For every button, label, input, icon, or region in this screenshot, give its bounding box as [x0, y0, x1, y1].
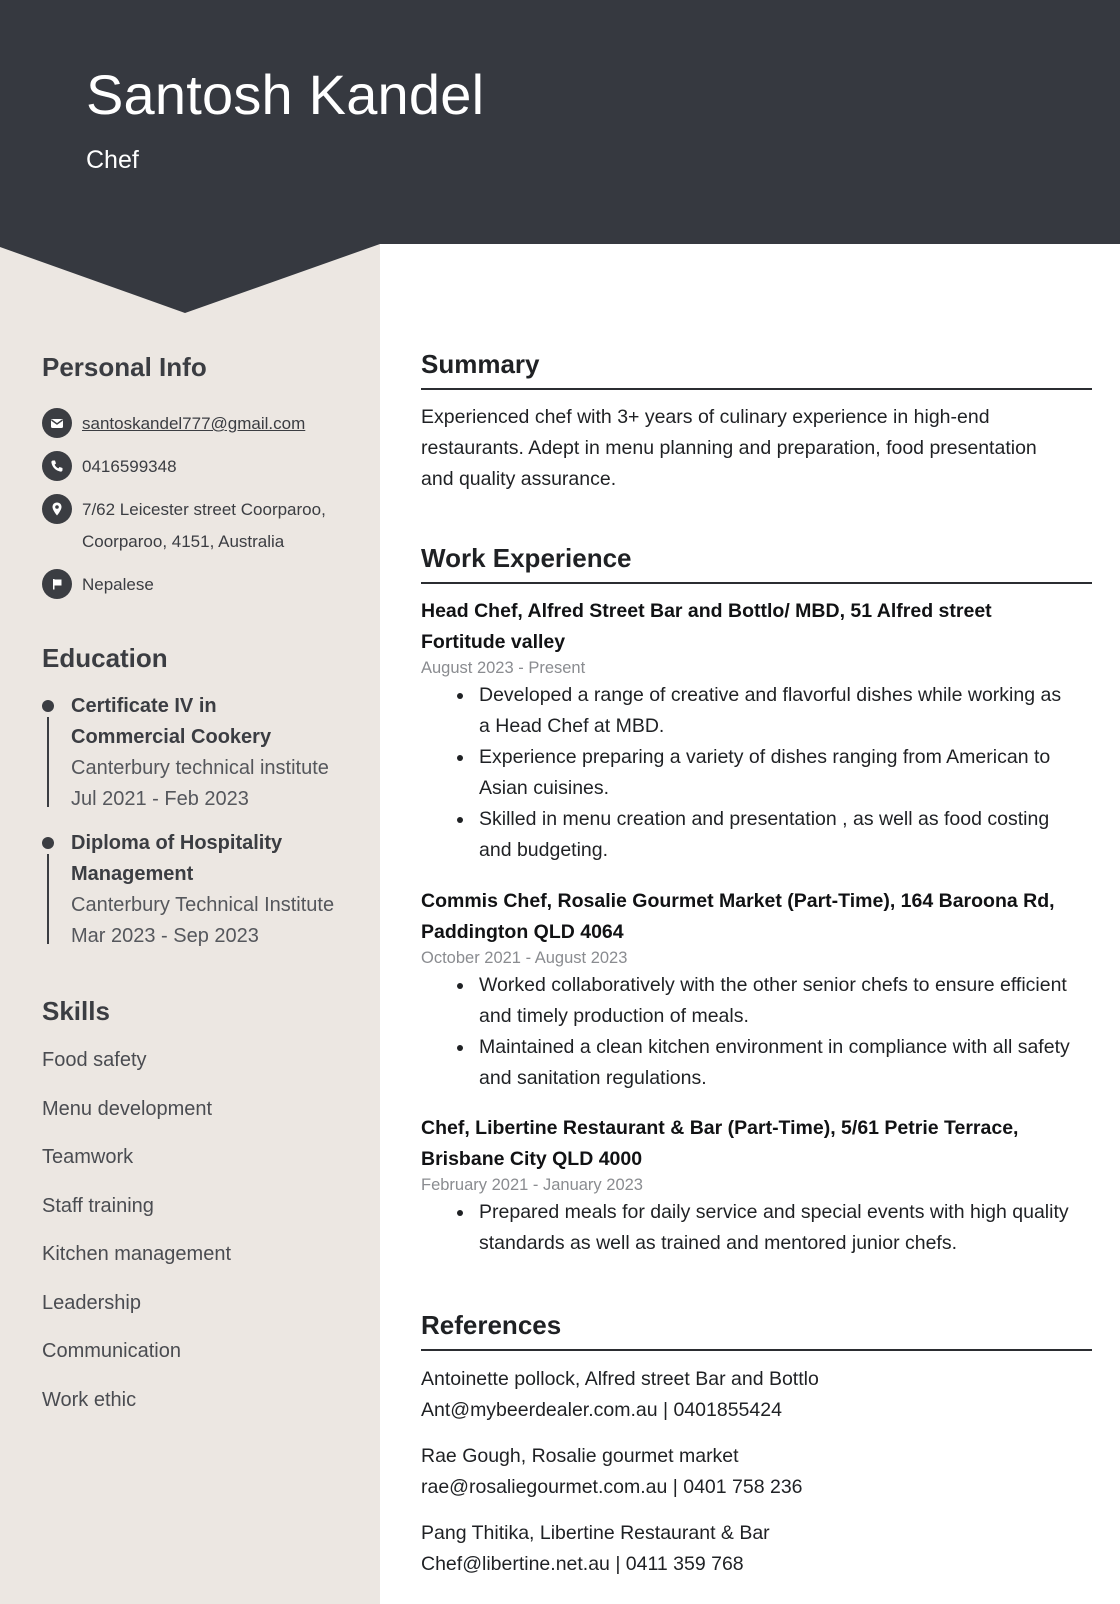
skills-heading: Skills	[42, 996, 110, 1026]
education-title: Certificate IV in Commercial Cookery	[71, 695, 272, 748]
skill-item: Work ethic	[42, 1389, 137, 1411]
personal-info-heading: Personal Info	[42, 352, 207, 382]
skill-item: Leadership	[42, 1292, 141, 1314]
job-dates: February 2021 - January 2023	[421, 1176, 643, 1194]
reference-entry	[421, 1364, 1092, 1426]
job-bullet: Skilled in menu creation and presentation , as well as food costing and budgeting.	[457, 804, 1092, 866]
job-bullets	[457, 970, 1092, 1094]
job-bullet: Maintained a clean kitchen environment in compliance with all safety and sanitation regulations.	[457, 1032, 1092, 1094]
education-title: Diploma of Hospitality Management	[71, 832, 283, 885]
reference-contact: rae@rosaliegourmet.com.au | 0401 758 236	[421, 1476, 803, 1498]
phone-row	[42, 451, 342, 483]
job-entry	[421, 886, 1092, 1094]
reference-entry	[421, 1441, 1092, 1503]
skill-item: Kitchen management	[42, 1243, 232, 1265]
skill-item: Communication	[42, 1340, 181, 1362]
education-item	[42, 828, 342, 952]
job-bullet: Worked collaboratively with the other senior chefs to ensure efficient and timely production of meals.	[457, 970, 1092, 1032]
summary-heading: Summary	[421, 349, 1092, 390]
address	[82, 494, 342, 558]
education-item	[42, 691, 342, 815]
phone-number: 0416599348	[82, 457, 177, 476]
reference-entry	[421, 1518, 1092, 1580]
skill-item: Menu development	[42, 1098, 213, 1120]
job-entry	[421, 596, 1092, 866]
job-bullets	[457, 1197, 1092, 1259]
reference-name: Pang Thitika, Libertine Restaurant & Bar	[421, 1522, 770, 1544]
resume-header	[0, 0, 1120, 244]
job-dates: August 2023 - Present	[421, 659, 586, 677]
summary-text: Experienced chef with 3+ years of culinary experience in high-end restaurants. Adept in menu planning and preparation, food presentation and quality assurance.	[421, 406, 1037, 490]
job-dates: October 2021 - August 2023	[421, 949, 628, 967]
timeline-dot	[42, 837, 54, 849]
candidate-name: Santosh Kandel	[86, 63, 485, 126]
references-heading: References	[421, 1310, 1092, 1351]
flag-icon	[42, 569, 72, 599]
nationality: Nepalese	[82, 575, 154, 594]
reference-name: Rae Gough, Rosalie gourmet market	[421, 1445, 739, 1467]
reference-contact: Chef@libertine.net.au | 0411 359 768	[421, 1553, 744, 1575]
header-chevron	[0, 243, 380, 315]
phone-icon	[42, 451, 72, 481]
skill-item: Staff training	[42, 1195, 154, 1217]
address-line-1: 7/62 Leicester street Coorparoo,	[82, 500, 326, 519]
reference-contact: Ant@mybeerdealer.com.au | 0401855424	[421, 1399, 782, 1421]
address-row	[42, 494, 342, 558]
timeline-dot	[42, 700, 54, 712]
skill-item: Food safety	[42, 1049, 147, 1071]
location-pin-icon	[42, 494, 72, 524]
education-heading: Education	[42, 643, 168, 673]
education-school: Canterbury Technical Institute	[71, 894, 335, 916]
job-bullet: Prepared meals for daily service and special events with high quality standards as well as trained and mentored junior chefs.	[457, 1197, 1092, 1259]
skill-item: Teamwork	[42, 1146, 134, 1168]
email-row	[42, 408, 342, 440]
candidate-role: Chef	[86, 146, 139, 174]
reference-name: Antoinette pollock, Alfred street Bar and Bottlo	[421, 1368, 819, 1390]
timeline-line	[47, 717, 49, 807]
job-entry	[421, 1113, 1092, 1259]
job-title: Head Chef, Alfred Street Bar and Bottlo/ MBD, 51 Alfred street Fortitude valley	[421, 600, 992, 653]
nationality-row	[42, 569, 342, 601]
education-school: Canterbury technical institute	[71, 757, 329, 779]
work-experience-heading: Work Experience	[421, 543, 1092, 584]
job-title: Chef, Libertine Restaurant & Bar (Part-Time), 5/61 Petrie Terrace, Brisbane City QLD 4000	[421, 1117, 1019, 1170]
job-bullet: Developed a range of creative and flavorful dishes while working as a Head Chef at MBD.	[457, 680, 1092, 742]
address-line-2: Coorparoo, 4151, Australia	[82, 532, 285, 551]
education-dates: Mar 2023 - Sep 2023	[71, 925, 259, 947]
email-icon	[42, 408, 72, 438]
job-bullets	[457, 680, 1092, 866]
email-link[interactable]: santoskandel777@gmail.com	[82, 414, 306, 433]
timeline-line	[47, 854, 49, 944]
education-dates: Jul 2021 - Feb 2023	[71, 788, 249, 810]
job-title: Commis Chef, Rosalie Gourmet Market (Part-Time), 164 Baroona Rd, Paddington QLD 4064	[421, 890, 1055, 943]
job-bullet: Experience preparing a variety of dishes ranging from American to Asian cuisines.	[457, 742, 1092, 804]
